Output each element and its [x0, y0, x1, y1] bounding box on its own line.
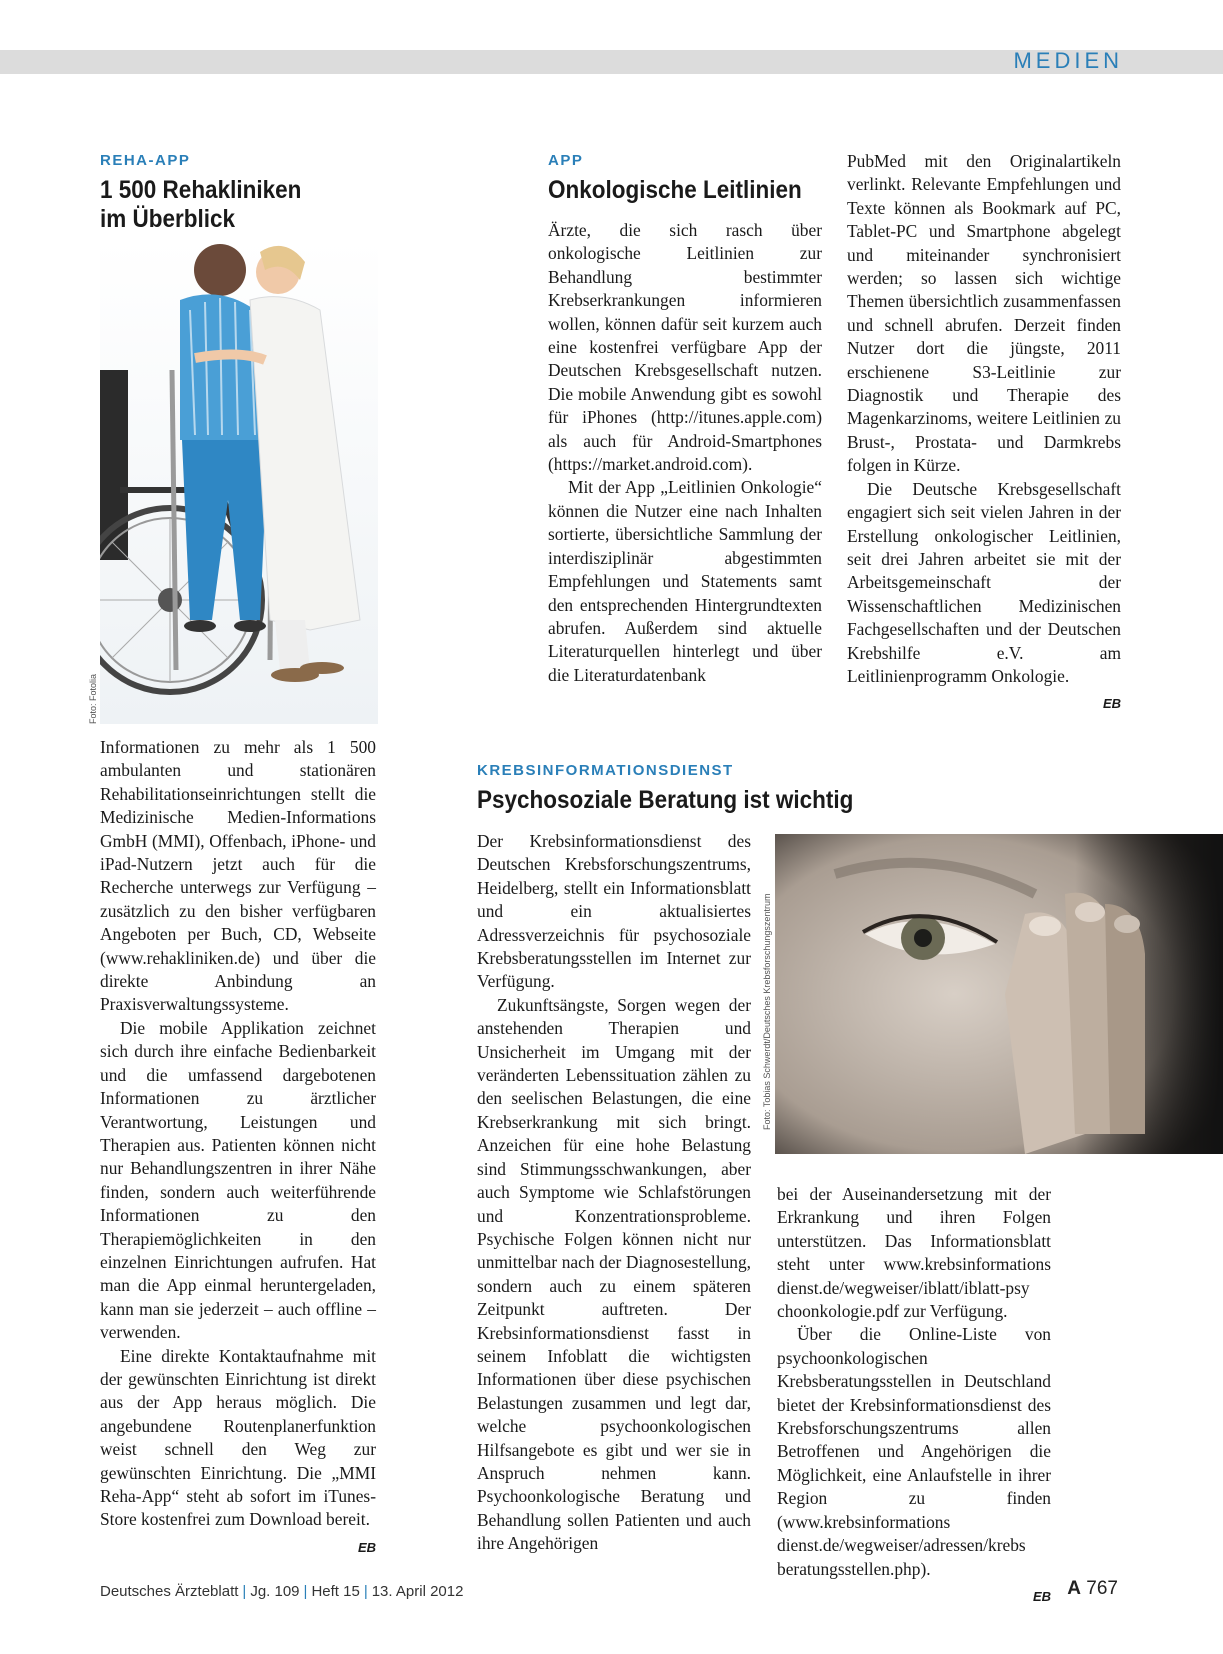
- article2-signature: EB: [1102, 696, 1121, 712]
- article1-paragraph: Die mobile Applikation zeichnet sich durch ihre einfache Bedienbarkeit und die umfassend dargebotenen Informationen zu ärztlicher Verantwortung, Leistungen und Therapien aus. Patienten können nicht nur Behandlungszentren in ihrer Nähe finden, sondern auch weiterführende Informationen zu den Therapiemöglichkeiten in den einzelnen Einrichtungen aufrufen. Hat man die App einmal heruntergeladen, kann man sie jederzeit – auch offline – verwenden.: [100, 1017, 376, 1343]
- article2-paragraph: Ärzte, die sich rasch über onkologische Leitlinien zur Behandlung bestimmter Krebserkrankungen informieren wollen, können dafür seit kurzem auch eine kostenfrei verfügbare App der Deutschen Krebsgesellschaft nutzen. Die mobile Anwendung gibt es sowohl für iPhones (http://itunes.apple.com) als auch für Android-Smartphones (https://market.android.com).: [548, 220, 822, 475]
- journal-name: Deutsches Ärzteblatt: [100, 1583, 239, 1600]
- volume: Jg. 109: [250, 1583, 300, 1600]
- section-label: MEDIEN: [1013, 48, 1123, 73]
- article3-paragraph: Zukunftsängste, Sorgen wegen der anstehenden Therapien und Unsicherheit im Umgang mit der veränderten Lebenssituation zählen zu den seelischen Belastungen, die eine Krebserkrankung mit sich bringt. Anzeichen für eine hohe Belastung sind Stimmungsschwankungen, aber auch Symptome wie Schlafstörungen und Konzentrationsprobleme. Psychische Folgen können nicht nur unmittelbar nach der Diagnosestellung, sondern auch zu einem späteren Zeitpunkt auftreten. Der Krebsinformationsdienst fasst in seinem Infoblatt die wichtigsten Informationen über diese psychischen Belastungen zusammen und legt dar, welche psychoonkologischen Hilfsangebote es gibt und wer sie in Anspruch nehmen kann. Psychoonkologische Beratung und Behandlung sollen Patienten und auch ihre Angehörigen: [477, 994, 751, 1554]
- page-number-value: 767: [1086, 1578, 1118, 1599]
- article3-paragraph: Über die Online-Liste von psychoonkologischen Krebsberatungsstellen in Deutschland bietet der Krebsinformationsdienst des Krebsforschungszentrums allen Betroffenen und Angehörigen die Möglichkeit, eine Anlaufstelle in ihrer Region zu finden (www.krebsinformations dienst.de/wegweiser/adressen/krebs beratungsstellen.php).: [777, 1324, 1051, 1579]
- article1-paragraph: Eine direkte Kontaktaufnahme mit der gewünschten Einrichtung ist direkt aus der App heraus möglich. Die angebundene Routenplanerfunktion weist schnell den Weg zur gewünschten Einrichtung. Die „MMI Reha-App“ steht ab sofort im iTunes-Store kostenfrei zum Download bereit.: [100, 1345, 376, 1530]
- page-prefix: A: [1067, 1578, 1082, 1599]
- article3-paragraph: bei der Auseinandersetzung mit der Erkrankung und ihren Folgen unterstützen. Das Informationsblatt steht unter www.krebsinformations dienst.de/wegweiser/iblatt/iblatt-psy choonkologie.pdf zur Verfügung.: [777, 1184, 1051, 1322]
- article3-column2: [777, 1183, 1051, 1608]
- article3-headline: Psychosoziale Beratung ist wichtig: [477, 786, 854, 814]
- article1-headline-line2: im Überblick: [100, 205, 236, 233]
- article2-paragraph: Die Deutsche Krebsgesellschaft engagiert sich seit vielen Jahren in der Erstellung onkologischer Leitlinien, seit drei Jahren arbeitet sie mit der Arbeitsgemeinschaft der Wissenschaftlichen Medizinischen Fachgesellschaften und der Deutschen Krebshilfe e.V. am Leitlinienprogramm Onkologie.: [847, 478, 1121, 686]
- article1-paragraph: Informationen zu mehr als 1 500 ambulanten und stationären Rehabilitationseinrichtungen stellt die Medizinische Medien-Informations GmbH (MMI), Offenbach, iPhone- und iPad-Nutzern jetzt auch für die Recherche unterwegs zur Verfügung – zusätzlich zu den bisher verfügbaren Angeboten per Buch, CD, Webseite (www.rehakliniken.de) und über die direkte Anbindung an Praxisverwaltungssysteme.: [100, 737, 376, 1015]
- page-number: [1067, 1578, 1118, 1600]
- article2-column1: [548, 219, 822, 687]
- article3-column1: [477, 830, 751, 1556]
- article1-signature: EB: [357, 1539, 376, 1555]
- article3-paragraph: Der Krebsinformationsdienst des Deutschen Krebsforschungszentrums, Heidelberg, stellt ein Informationsblatt und ein aktualisiertes Adressverzeichnis für psychosoziale Krebsberatungsstellen im Internet zur Verfügung.: [477, 831, 751, 992]
- article2-paragraph: Mit der App „Leitlinien Onkologie“ können die Nutzer eine nach Inhalten sortierte, übersichtliche Sammlung der interdisziplinär abgestimmten Empfehlungen und Statements samt den entsprechenden Hintergrundtexten abrufen. Außerdem sind aktuelle Literaturquellen hinterlegt und über die Literaturdatenbank: [548, 477, 822, 685]
- footer-citation: Deutsches Ärzteblatt | Jg. 109 | Heft 15 | 13. April 2012: [100, 1583, 464, 1600]
- article1-headline-line1: 1 500 Rehakliniken: [100, 176, 302, 204]
- article3-kicker: KREBSINFORMATIONSDIENST: [477, 762, 734, 779]
- article2-paragraph: PubMed mit den Originalartikeln verlinkt. Relevante Empfehlungen und Texte können als Bookmark auf PC, Tablet-PC und Smartphone abgelegt und miteinander synchronisiert werden; so lassen sich wichtige Themen übersichtlich zusammenfassen und schnell abrufen. Derzeit finden Nutzer dort die jüngste, 2011 erschienene S3-Leitlinie zur Diagnostik und Therapie des Magenkarzinoms, weitere Leitlinien zu Brust-, Prostata- und Darmkrebs folgen in Kürze.: [847, 151, 1121, 476]
- article2-column2: [847, 150, 1121, 716]
- article1-body: [100, 736, 376, 1559]
- face-photo: [775, 834, 1223, 1154]
- article1-kicker: REHA-APP: [100, 152, 191, 169]
- article3-signature: EB: [1032, 1588, 1051, 1604]
- issue-date: 13. April 2012: [371, 1583, 464, 1600]
- photo-credit-rehab: Foto: Fotolia: [88, 673, 98, 724]
- article1-headline: [100, 176, 301, 234]
- issue: Heft 15: [311, 1583, 360, 1600]
- rehab-photo: [100, 240, 378, 724]
- article2-headline: Onkologische Leitlinien: [548, 176, 802, 204]
- photo-credit-face: Foto: Tobias Schwerdt/Deutsches Krebsforschungszentrum: [762, 893, 772, 1130]
- article2-kicker: APP: [548, 152, 584, 169]
